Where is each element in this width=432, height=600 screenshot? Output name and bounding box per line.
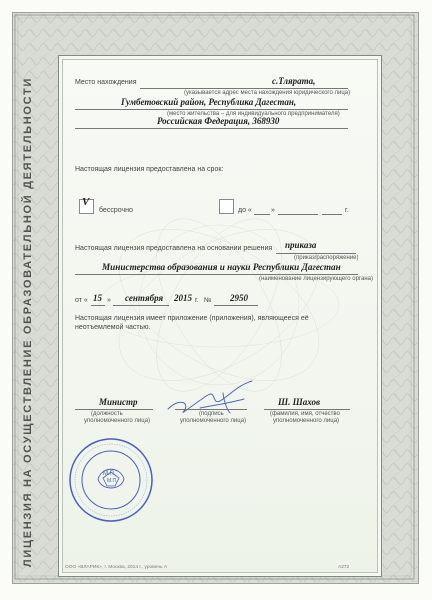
until-checkbox <box>219 199 234 214</box>
location-label: Место нахождения <box>75 79 137 86</box>
location-value-3: Российская Федерация, 368930 <box>157 116 280 126</box>
date-month-line <box>113 305 169 306</box>
basis-authority-note: (наименование лицензирующего органа) <box>259 276 373 282</box>
until-day-line <box>254 214 270 215</box>
date-close-quote: » <box>107 297 111 304</box>
basis-authority-line <box>75 274 358 275</box>
name-line <box>264 409 350 410</box>
until-close-quote: » <box>271 207 275 214</box>
signature-note-2: уполномоченного лица) <box>180 418 247 424</box>
until-year-suffix: г. <box>345 207 349 214</box>
date-month: сентября <box>125 293 164 303</box>
position-line <box>75 409 153 410</box>
location-value-1: с.Тлярата, <box>272 76 316 86</box>
location-line-1 <box>140 88 348 89</box>
appendix-line-1: Настоящая лицензия имеет приложение (приложения), являющееся её <box>75 315 309 322</box>
location-value-2: Гумбетовский район, Республика Дагестан, <box>121 97 297 107</box>
footer-printer: ООО «ВЛАРИК», г. Москва, 2014 г., уровень А <box>65 565 168 570</box>
decision-number: 2950 <box>230 293 248 303</box>
footer-code: А272 <box>338 565 350 570</box>
side-title: ЛИЦЕНЗИЯ НА ОСУЩЕСТВЛЕНИЕ ОБРАЗОВАТЕЛЬНОЙ ДЕЯТЕЛЬНОСТИ <box>22 76 34 568</box>
indefinite-label: бессрочно <box>99 207 133 214</box>
basis-label: Настоящая лицензия предоставлена на основании решения <box>75 245 273 252</box>
signature-note-1: (подпись <box>199 411 224 417</box>
basis-type-value: приказа <box>285 240 317 250</box>
date-year-suffix: г. <box>195 297 199 304</box>
basis-authority-value: Министерства образования и науки Республики Дагестан <box>102 262 341 272</box>
basis-type-line <box>276 253 356 254</box>
position-note-2: уполномоченного лица) <box>84 418 151 424</box>
appendix-line-2: неотъемлемой частью. <box>75 324 151 331</box>
basis-type-note: (приказ/распоряжение) <box>294 255 359 261</box>
date-from-label: от « <box>75 297 88 304</box>
until-label: до « <box>238 207 252 214</box>
official-seal <box>67 436 155 524</box>
location-note-1: (указывается адрес места нахождения юридического лица) <box>184 90 351 96</box>
until-year-line <box>322 214 342 215</box>
location-line-3 <box>75 128 348 129</box>
signature-line <box>175 409 247 410</box>
position-note-1: (должность <box>91 411 123 417</box>
number-line <box>214 305 258 306</box>
location-line-2 <box>75 109 348 110</box>
name-note-2: уполномоченного лица) <box>273 418 340 424</box>
location-note-2: (место жительства – для индивидуального предпринимателя) <box>167 111 340 117</box>
date-day: 15 <box>93 293 102 303</box>
mp-label: М.П. <box>103 471 116 477</box>
date-year: 2015 <box>174 293 192 303</box>
name-note-1: (фамилия, имя, отчество <box>270 411 340 417</box>
until-month-line <box>278 214 318 215</box>
signer-name: Ш. Шахов <box>278 397 321 407</box>
term-label: Настоящая лицензия предоставлена на срок: <box>75 166 224 173</box>
svg-text:М.П.: М.П. <box>107 478 118 484</box>
indefinite-check-mark: V <box>82 196 90 208</box>
number-sign: № <box>204 297 212 304</box>
signer-position: Министр <box>99 397 138 407</box>
date-day-line <box>91 305 105 306</box>
